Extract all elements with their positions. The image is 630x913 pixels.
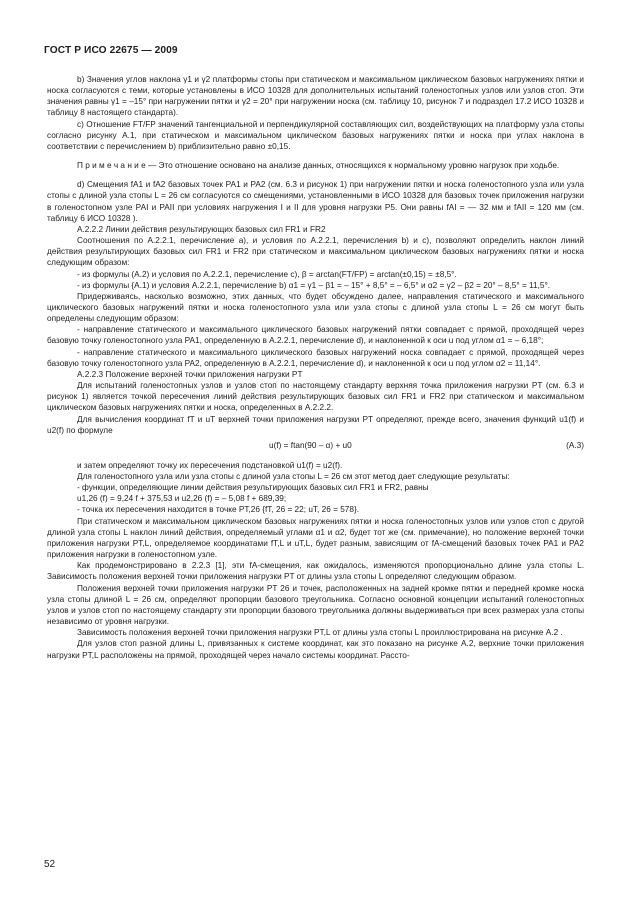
paragraph: Как продемонстрировано в 2.2.3 [1], эти fA-смещения, как ожидалось, изменяются пропорционально длине узла стопы L. Зависимость положения верхней точки приложения нагрузки PT от длины узла стопы L определяют следующим образом.	[47, 561, 584, 582]
list-item: - направление статического и максимального циклического базовых нагружений носка совпадает с прямой, проходящей через базовую точку голеностопного узла PA2, определенную в A.2.2.1, перечисление d), и наклоненной к оси u под углом α2 = 11,14°.	[47, 347, 584, 368]
paragraph: d) Смещения fA1 и fA2 базовых точек PA1 и PA2 (см. 6.3 и рисунок 1) при нагружении пятки и носка голеностопного узла или узла стопы с длиной узла стопы L = 26 см согласуются со смещениями, установленными в ИСО 10328 для базовых точек приложения нагрузки в голеностопном узле PAI и PAII при условиях нагружения I и II для уровня нагрузки P5. Они равны fAI = — 32 мм и fAII = 120 мм (см. таблицу 6 ИСО 10328 ).	[47, 180, 584, 223]
document-body	[47, 74, 584, 661]
paragraph: Зависимость положения верхней точки приложения нагрузки PT,L от длины узла стопы L проиллюстрирована на рисунке А.2 .	[77, 628, 563, 638]
equation-line: u1,26 (f) = 9,24 f + 375,53 и u2,26 (f) = – 5,08 f + 689,39;	[77, 494, 287, 504]
list-item: - из формулы {А.1) и условия A.2.2.1, перечисление b) α1 = γ1 – β1 = – 15° + 8,5° = – 6,5° и α2 = γ2 – β2 = 20° – 8,5° = 11,5°.	[77, 280, 551, 290]
paragraph: При статическом и максимальном циклическом базовых нагружениях пятки и носка голеностопных узлов или узлов стоп с другой длиной узла стопы L наклон линий действия, определяемый углами α1 и α2, будет тот же (см. примечание), но положение верхней точки приложения нагрузки PT,L, определяемое координатами fT,L и uT,L, будет разным, зависящим от fA-смещений базовых точек PA1 и PA2 приложения нагрузки в голеностопном узле.	[47, 516, 584, 560]
list-item: - функции, определяющие линии действия результирующих базовых сил FR1 и FR2, равны	[77, 483, 429, 493]
paragraph: Придерживаясь, насколько возможно, этих данных, что будет обсуждено далее, направления статического и максимального циклического базовых нагружений пятки и носка голеностопного узла или узла стопы с длиной узла стопы L = 26 см могут быть определены следующим образом:	[47, 291, 584, 324]
paragraph: Для вычисления координат fT и uT верхней точки приложения нагрузки PT определяют, прежде всего, значения функций u1(f) и u2(f) по формуле	[47, 414, 584, 435]
page-number: 52	[44, 859, 56, 870]
paragraph: b) Значения углов наклона γ1 и γ2 платформы стопы при статическом и максимальном циклическом базовых нагружениях пятки и носка согласуются с теми, которые установлены в ИСО 10328 для дополнительных испытаний голеностопных узлов или узлов стоп. Эти значения равны γ1 = –15° при нагружении пятки и γ2 = 20° при нагружении носка (см. таблицу 10, рисунок 7 и подраздел 17.2 ИСО 10328 и таблицу 8 настоящего стандарта).	[47, 75, 584, 118]
paragraph: c) Отношение FT/FP значений тангенциальной и перпендикулярной составляющих сил, воздействующих на платформу узла стопы согласно рисунку А.1, при статическом и максимальном циклическом базовых нагружениях пятки и носка при углах наклона в соответствии с перечислением b) приблизительно равно ±0,15.	[47, 119, 584, 151]
paragraph: Соотношения по A.2.2.1, перечисление а), и условия по A.2.2.1, перечисления b) и c), позволяют определить наклон линий действия результирующих базовых сил FR1 и FR2 при статическом и максимальном циклическом базовых нагружениях пятки и носка следующим образом:	[47, 236, 584, 268]
list-item: - точка их пересечения находится в точке PT,26 {fT, 26 = 22; uT, 26 = 578}.	[77, 505, 360, 515]
list-item: - направление статического и максимального циклического базовых нагружений пятки совпадает с прямой, проходящей через базовую точку голеностопного узла PA1, определенную в A.2.2.1, перечисление d), и наклоненной к оси u под углом α1 = – 6,18°;	[47, 325, 584, 346]
page-header: ГОСТ Р ИСО 22675 — 2009	[44, 45, 178, 56]
paragraph: Положения верхней точки приложения нагрузки PT 26 и точек, расположенных на задней кромке пятки и передней кромке носка узла стопы длиной L = 26 см, определяют пропорции базового треугольника. Согласно основной концепции испытаний голеностопных узлов и узлов стоп по настоящему стандарту эти пропорции базового треугольника должны выдерживаться при всех размерах узла стопы независимо от уровня нагрузки.	[47, 583, 584, 627]
formula-a3	[47, 440, 584, 454]
paragraph: Для испытаний голеностопных узлов и узлов стоп по настоящему стандарту верхняя точка приложения нагрузки PT (см. 6.3 и рисунок 1) является точкой пересечения линий действия результирующих базовых сил FR1 и FR2 при статическом и максимальном циклическом базовых нагружениях пятки и носка, определенных в A.2.2.2.	[47, 381, 584, 413]
paragraph: Для голеностопного узла или узла стопы с длиной узла стопы L = 26 см этот метод дает следующие результаты:	[77, 472, 510, 481]
note-paragraph: П р и м е ч а н и е — Это отношение основано на анализе данных, относящихся к нормальному уровню нагрузок при ходьбе.	[77, 161, 560, 171]
formula-expression: u(f) = ftan(90 – α) + u0	[269, 440, 352, 450]
paragraph: Для узлов стоп разной длины L, привязанных к системе координат, как это показано на рисунке А.2, верхние точки приложения нагрузки PT,L расположены на прямой, проходящей через начало системы координат. Рассто-	[47, 639, 584, 660]
paragraph: и затем определяют точку их пересечения подстановкой u1(f) = u2(f).	[77, 460, 343, 470]
list-item: - из формулы (А.2) и условия по A.2.2.1, перечисление с), β = arctan(FT/FP) = arctan(±0,15) = ±8,5°.	[77, 269, 457, 279]
formula-number: (А.3)	[566, 440, 584, 450]
section-heading: A.2.2.3 Положение верхней точки приложения нагрузки PT	[77, 369, 303, 379]
section-heading: A.2.2.2 Линии действия результирующих базовых сил FR1 и FR2	[77, 224, 326, 234]
